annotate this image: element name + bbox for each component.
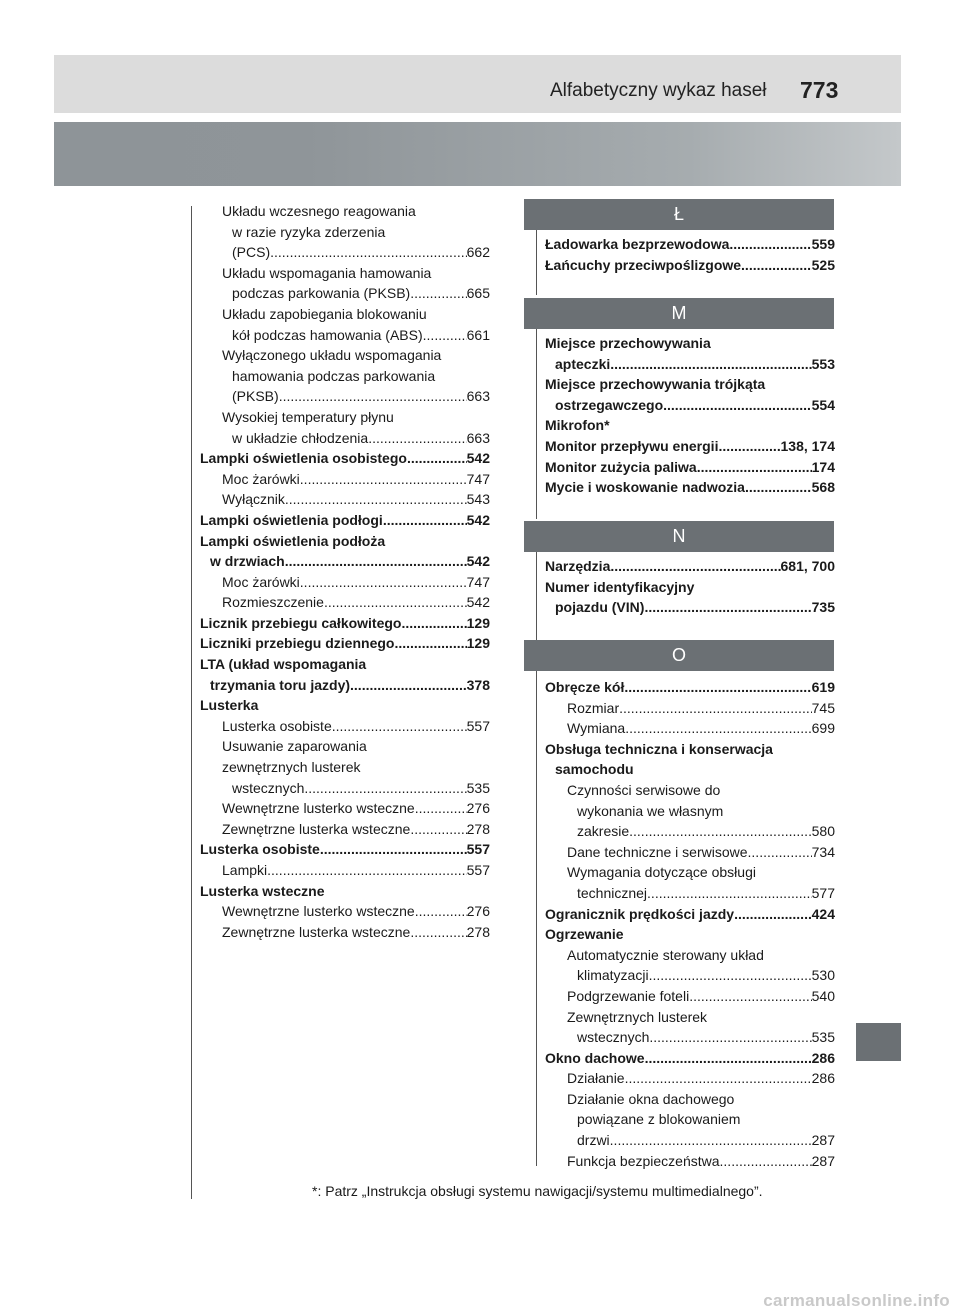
entry-text: Zewnętrznych lusterek (567, 1008, 708, 1025)
section-entries (545, 234, 835, 275)
entry-text: Wyłącznik (222, 491, 285, 508)
dot-leader (410, 922, 466, 943)
footnote: *: Patrz „Instrukcja obsługi systemu nawigacji/systemu multimedialnego”. (312, 1183, 763, 1199)
index-subentry (200, 778, 490, 799)
dot-leader (748, 842, 812, 863)
index-subentry (200, 798, 490, 819)
index-entry (545, 759, 835, 780)
entry-text: Podgrzewanie foteli (567, 987, 690, 1004)
page-header-title: Alfabetyczny wykaz haseł (550, 80, 767, 101)
entry-text: pojazdu (VIN) (555, 599, 645, 616)
index-entry (545, 1048, 835, 1069)
entry-text: Wewnętrzne lusterko wsteczne (222, 903, 415, 920)
index-subentry (545, 1068, 835, 1089)
dot-leader (415, 798, 467, 819)
index-subentry (545, 862, 835, 883)
index-subentry (200, 860, 490, 881)
index-subentry (545, 1130, 835, 1151)
dot-leader (689, 986, 811, 1007)
index-subentry (200, 325, 490, 346)
index-subentry (200, 304, 490, 325)
section-rule (536, 329, 537, 519)
page-ref: 663 (466, 388, 490, 405)
index-entry (545, 457, 835, 478)
index-entry (200, 613, 490, 634)
dot-leader (267, 860, 467, 881)
dot-leader (285, 551, 467, 572)
index-entry (200, 675, 490, 696)
index-subentry (200, 736, 490, 757)
dot-leader (270, 242, 467, 263)
page-ref: 559 (811, 236, 835, 252)
entry-text: w drzwiach (210, 553, 285, 570)
page-ref: 542 (466, 594, 490, 611)
entry-text: Lusterka wsteczne (200, 882, 325, 899)
entry-text: Wyłączonego układu wspomagania (222, 347, 442, 364)
entry-text: Moc żarówki (222, 573, 300, 590)
page-ref: 665 (466, 285, 490, 302)
index-subentry (200, 222, 490, 243)
index-entry (545, 234, 835, 255)
dot-leader (619, 698, 812, 719)
page-ref: 276 (466, 903, 490, 920)
page-ref: 557 (466, 841, 490, 858)
entry-text: Ładowarka bezprzewodowa (545, 236, 730, 252)
index-subentry (545, 1089, 835, 1110)
entry-text: hamowania podczas parkowania (232, 367, 436, 384)
page-ref: 129 (466, 635, 490, 652)
entry-text: wstecznych (577, 1029, 650, 1046)
index-subentry (200, 366, 490, 387)
index-subentry (200, 201, 490, 222)
entry-text: Wewnętrzne lusterko wsteczne (222, 800, 415, 817)
entry-text: Lampki (222, 862, 268, 878)
entry-text: Numer identyfikacyjny (545, 578, 695, 595)
entry-text: Licznik przebiegu całkowitego (200, 614, 402, 631)
entry-text: Wymiana (567, 720, 626, 737)
entry-text: Lampki oświetlenia osobistego (200, 450, 407, 467)
entry-text: (PKSB) (232, 388, 279, 405)
entry-text: Funkcja bezpieczeństwa (567, 1152, 720, 1169)
index-subentry (545, 842, 835, 863)
dot-leader (718, 436, 780, 457)
index-subentry (200, 757, 490, 778)
entry-text: Działanie okna dachowego (567, 1090, 735, 1107)
watermark: carmanualsonline.info (763, 1291, 950, 1310)
index-subentry (200, 572, 490, 593)
dot-leader (332, 716, 467, 737)
page-ref: 542 (466, 511, 490, 528)
entry-text: Rozmiar (567, 699, 620, 716)
page-ref: 287 (811, 1132, 835, 1149)
entry-text: zakresie (577, 823, 630, 840)
index-subentry (545, 780, 835, 801)
dot-leader (350, 675, 467, 696)
page-ref: 661 (466, 326, 490, 343)
page-ref: 286 (811, 1070, 835, 1087)
page-ref: 747 (466, 573, 490, 590)
dot-leader (625, 1068, 812, 1089)
page-ref: 129 (466, 614, 490, 631)
page-ref: 278 (466, 923, 490, 940)
entry-text: trzymania toru jazdy) (210, 676, 351, 693)
page-ref: 568 (811, 479, 835, 496)
index-subentry (200, 283, 490, 304)
dot-leader (697, 457, 812, 478)
entry-text: Miejsce przechowywania trójkąta (545, 376, 766, 393)
index-subentry (545, 698, 835, 719)
entry-text: klimatyzacji (577, 967, 649, 984)
entry-text: Zewnętrzne lusterka wsteczne (222, 923, 411, 940)
dot-leader (647, 883, 812, 904)
dot-leader (324, 592, 467, 613)
index-subentry (545, 1151, 835, 1172)
index-subentry (545, 821, 835, 842)
entry-text: zewnętrznych lusterek (222, 759, 361, 776)
index-entry (545, 395, 835, 416)
index-subentry (545, 945, 835, 966)
entry-text: Działanie (567, 1070, 625, 1087)
chapter-tab (856, 1023, 901, 1061)
index-subentry (200, 345, 490, 366)
section-entries (545, 556, 835, 618)
index-entry (545, 374, 835, 395)
section-entries (545, 677, 835, 1171)
entry-text: Rozmieszczenie (222, 594, 324, 611)
dot-leader (720, 1151, 812, 1172)
index-entry (200, 531, 490, 552)
index-entry (200, 510, 490, 531)
index-subentry (545, 801, 835, 822)
entry-text: LTA (układ wspomagania (200, 656, 367, 673)
entry-text: Narzędzia (545, 558, 611, 574)
index-subentry (200, 901, 490, 922)
page-ref: 378 (466, 676, 490, 693)
dot-leader (423, 325, 467, 346)
page-ref: 174 (811, 458, 835, 475)
index-subentry (545, 965, 835, 986)
entry-text: Monitor zużycia paliwa (545, 458, 697, 475)
entry-text: Ogrzewanie (545, 926, 624, 943)
page-ref: 540 (811, 987, 835, 1004)
section-rule (536, 552, 537, 640)
dot-leader (304, 778, 466, 799)
page-ref: 619 (811, 679, 835, 695)
index-entry (545, 577, 835, 598)
dot-leader (629, 821, 812, 842)
dot-leader (279, 386, 467, 407)
entry-text: drzwi (577, 1132, 610, 1149)
index-entry (200, 881, 490, 902)
dot-leader (649, 965, 812, 986)
index-subentry (200, 469, 490, 490)
index-subentry (200, 386, 490, 407)
dot-leader (285, 489, 467, 510)
page-ref: 557 (466, 862, 490, 878)
page-ref: 663 (466, 429, 490, 446)
header-strip (54, 55, 901, 113)
index-subentry (545, 986, 835, 1007)
page-ref: 543 (466, 491, 490, 508)
entry-text: Lusterka osobiste (222, 717, 332, 734)
index-entry (545, 436, 835, 457)
index-subentry (545, 883, 835, 904)
entry-text: Zewnętrzne lusterka wsteczne (222, 820, 411, 837)
index-entry (200, 654, 490, 675)
dot-leader (645, 1048, 812, 1069)
dot-leader (410, 283, 466, 304)
entry-text: Automatycznie sterowany układ (567, 946, 764, 963)
index-entry (545, 924, 835, 945)
dot-leader (320, 839, 467, 860)
dot-leader (368, 428, 466, 449)
dot-leader (741, 255, 812, 276)
dot-leader (610, 354, 811, 375)
entry-text: technicznej (577, 884, 648, 901)
entry-text: Lusterka osobiste (200, 841, 320, 858)
dot-leader (745, 477, 812, 498)
page-ref: 278 (466, 820, 490, 837)
entry-text: Lampki oświetlenia podłoża (200, 532, 386, 549)
page-number: 773 (800, 77, 839, 103)
dot-leader (300, 469, 467, 490)
column-divider (191, 206, 192, 1199)
dot-leader (649, 1027, 811, 1048)
index-entry (200, 448, 490, 469)
index-entry (545, 904, 835, 925)
index-entry (545, 415, 835, 436)
page-ref: 699 (811, 720, 835, 737)
index-subentry (200, 407, 490, 428)
index-subentry (200, 489, 490, 510)
index-entry (200, 633, 490, 654)
index-entry (200, 839, 490, 860)
section-rule (536, 671, 537, 1166)
index-entry (545, 477, 835, 498)
index-entry (545, 354, 835, 375)
page-ref: 580 (811, 823, 835, 840)
page-ref: 287 (811, 1152, 835, 1169)
entry-text: Ogranicznik prędkości jazdy (545, 905, 735, 922)
section-header-M: M (524, 298, 834, 329)
section-header-O: O (524, 640, 834, 671)
entry-text: Liczniki przebiegu dziennego (200, 635, 395, 652)
entry-text: Miejsce przechowywania (545, 335, 711, 351)
entry-text: Układu wczesnego reagowania (222, 203, 416, 219)
dot-leader (610, 556, 780, 577)
page-ref: 286 (811, 1049, 835, 1066)
index-subentry (200, 592, 490, 613)
index-entry (545, 255, 835, 276)
entry-text: Mikrofon* (545, 417, 610, 434)
entry-text: Obsługa techniczna i konserwacja (545, 740, 773, 757)
index-subentry (200, 263, 490, 284)
section-header-L-stroke: Ł (524, 199, 834, 230)
index-entry (545, 739, 835, 760)
entry-text: Układu wspomagania hamowania (222, 264, 432, 281)
entry-text: Lusterka (200, 697, 259, 714)
entry-text: Wysokiej temperatury płynu (222, 408, 394, 425)
page-ref: 747 (466, 470, 490, 487)
entry-text: Układu zapobiegania blokowaniu (222, 305, 427, 322)
page-ref: 735 (811, 599, 835, 616)
page-ref: 557 (466, 717, 490, 734)
index-subentry (200, 242, 490, 263)
index-subentry (200, 716, 490, 737)
page-ref: 535 (811, 1029, 835, 1046)
section-entries (545, 333, 835, 498)
page-ref: 542 (466, 450, 490, 467)
dot-leader (625, 718, 811, 739)
dot-leader (410, 819, 466, 840)
section-header-N: N (524, 521, 834, 552)
page-ref: 525 (811, 256, 835, 273)
page-ref: 138, 174 (780, 437, 835, 454)
page-ref: 662 (466, 244, 490, 261)
entry-text: Łańcuchy przeciwpoślizgowe (545, 256, 742, 273)
entry-text: (PCS) (232, 244, 271, 261)
page-ref: 553 (811, 355, 835, 372)
index-subentry (545, 1109, 835, 1130)
entry-text: w razie ryzyka zderzenia (232, 223, 386, 240)
header-banner (54, 122, 901, 186)
index-subentry (200, 428, 490, 449)
dot-leader (415, 901, 467, 922)
index-entry (545, 333, 835, 354)
index-entry (200, 551, 490, 572)
index-entry (200, 695, 490, 716)
entry-text: Obręcze kół (545, 679, 625, 695)
dot-leader (610, 1130, 812, 1151)
dot-leader (394, 633, 466, 654)
entry-text: Mycie i woskowanie nadwozia (545, 479, 745, 496)
dot-leader (624, 677, 811, 698)
page-ref: 681, 700 (780, 558, 835, 574)
entry-text: Usuwanie zaparowania (222, 738, 367, 755)
dot-leader (663, 395, 812, 416)
section-rule (536, 230, 537, 295)
page-ref: 276 (466, 800, 490, 817)
index-entry (545, 597, 835, 618)
entry-text: wykonania we własnym (577, 802, 724, 819)
entry-text: Monitor przepływu energii (545, 437, 719, 454)
page-ref: 542 (466, 553, 490, 570)
dot-leader (644, 597, 811, 618)
entry-text: powiązane z blokowaniem (577, 1111, 741, 1128)
entry-text: Dane techniczne i serwisowe (567, 843, 748, 860)
dot-leader (734, 904, 812, 925)
index-subentry (200, 819, 490, 840)
index-subentry (200, 922, 490, 943)
entry-text: Moc żarówki (222, 470, 300, 487)
index-entry (545, 677, 835, 698)
entry-text: w układzie chłodzenia (232, 429, 369, 446)
page-ref: 734 (811, 843, 835, 860)
entry-text: apteczki (555, 355, 611, 372)
index-subentry (545, 1007, 835, 1028)
entry-text: samochodu (555, 761, 634, 778)
entry-text: Czynności serwisowe do (567, 781, 721, 798)
page-ref: 577 (811, 884, 835, 901)
dot-leader (300, 572, 467, 593)
entry-text: Wymagania dotyczące obsługi (567, 864, 756, 881)
page-ref: 530 (811, 967, 835, 984)
entry-text: kół podczas hamowania (ABS) (232, 326, 423, 343)
index-left-column (200, 201, 490, 942)
dot-leader (729, 234, 811, 255)
entry-text: wstecznych (232, 779, 305, 796)
index-subentry (545, 1027, 835, 1048)
entry-text: podczas parkowania (PKSB) (232, 285, 411, 302)
entry-text: ostrzegawczego (555, 396, 664, 413)
page-ref: 745 (811, 699, 835, 716)
entry-text: Lampki oświetlenia podłogi (200, 511, 383, 528)
index-entry (545, 556, 835, 577)
entry-text: Okno dachowe (545, 1049, 645, 1066)
dot-leader (401, 613, 466, 634)
page-ref: 424 (811, 905, 835, 922)
index-subentry (545, 718, 835, 739)
dot-leader (407, 448, 467, 469)
dot-leader (383, 510, 467, 531)
page-ref: 554 (811, 396, 835, 413)
page-ref: 535 (466, 779, 490, 796)
